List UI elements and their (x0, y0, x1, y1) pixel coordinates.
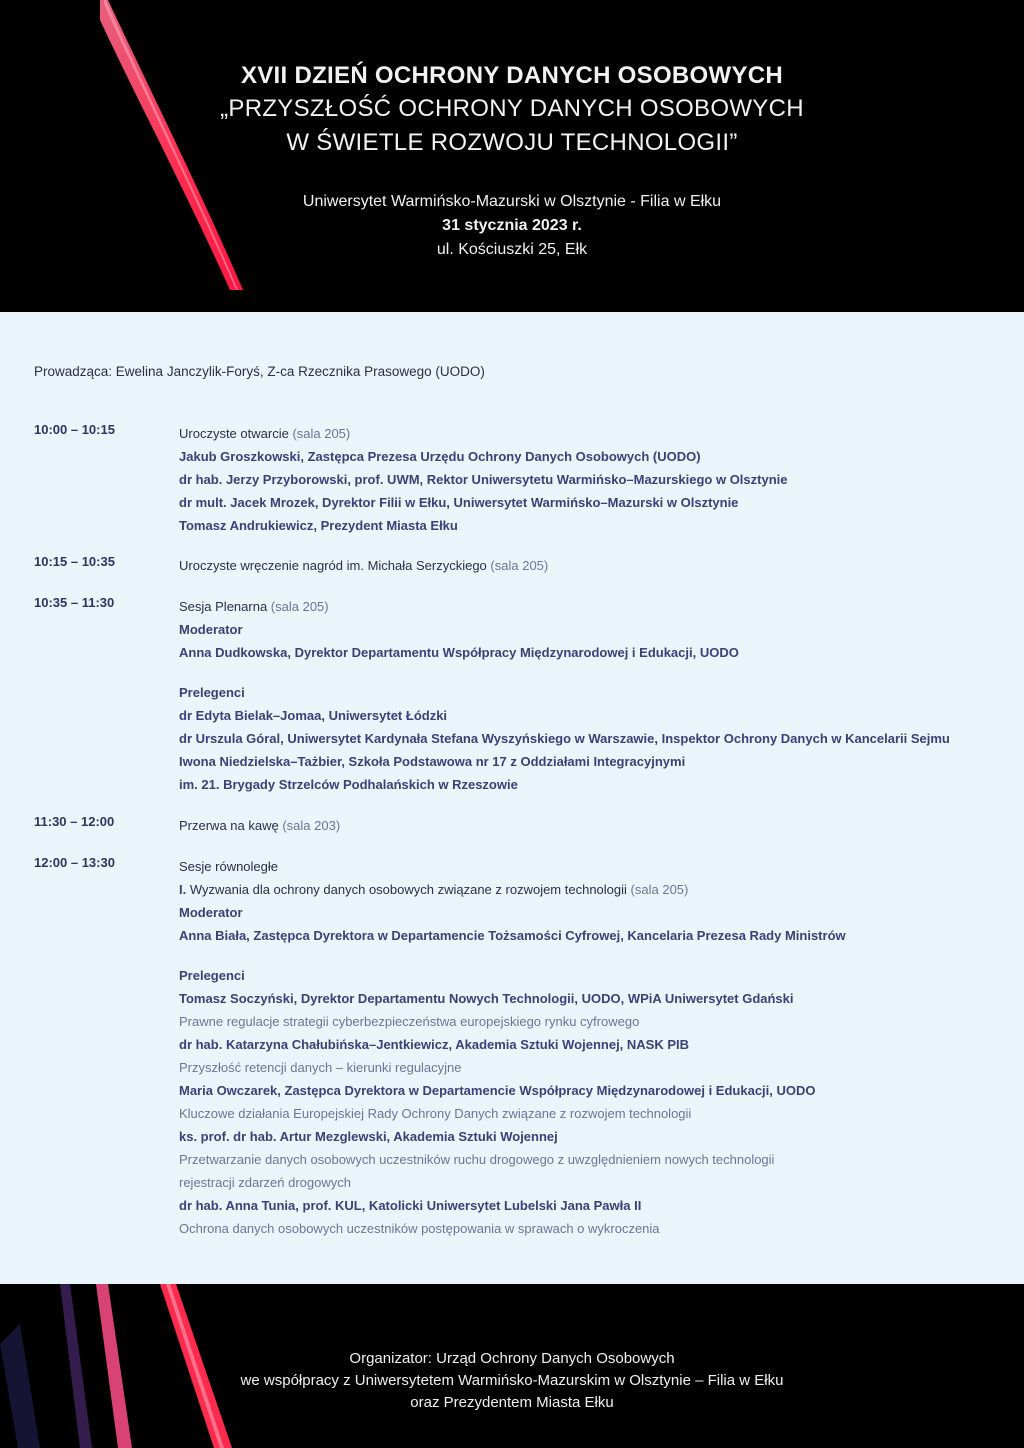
event-venue: Uniwersytet Warmińsko-Mazurski w Olsztynie - Filia w Ełku (302, 193, 722, 210)
agenda-time: 11:30 – 12:00 (34, 814, 115, 829)
event-date: 31 stycznia 2023 r. (442, 217, 582, 234)
agenda-title: Uroczyste wręczenie nagród im. Michała Serzyckiego (sala 205) (179, 558, 549, 573)
talk-topic: Prawne regulacje strategii cyberbezpieczeństwa europejskiego rynku cyfrowego (179, 1014, 640, 1029)
event-subtitle-line1: „PRZYSZŁOŚĆ OCHRONY DANYCH OSOBOWYCH (220, 95, 804, 122)
agenda-time: 10:00 – 10:15 (34, 422, 115, 437)
speakers-label: Prelegenci (179, 968, 245, 983)
footer-banner (0, 1284, 1024, 1448)
moderator-name: Anna Dudkowska, Dyrektor Departamentu Współpracy Międzynarodowej i Edukacji, UODO (179, 645, 739, 660)
header-text (0, 60, 1024, 262)
speaker-line: Iwona Niedzielska–Tażbier, Szkoła Podstawowa nr 17 z Oddziałami Integracyjnymi (179, 754, 686, 769)
agenda-content (0, 312, 1024, 1284)
agenda-title: Uroczyste otwarcie (sala 205) (179, 426, 351, 441)
speakers-label: Prelegenci (179, 685, 245, 700)
talk-topic: Ochrona danych osobowych uczestników postępowania w sprawach o wykroczenia (179, 1221, 660, 1236)
agenda-title: Przerwa na kawę (sala 203) (179, 818, 341, 833)
participant-line: Tomasz Andrukiewicz, Prezydent Miasta Ełku (179, 518, 458, 533)
talk-topic: rejestracji zdarzeń drogowych (179, 1175, 351, 1190)
speaker-line: Maria Owczarek, Zastępca Dyrektora w Departamencie Współpracy Międzynarodowej i Edukacji, UODO (179, 1083, 816, 1098)
talk-topic: Kluczowe działania Europejskiej Rady Ochrony Danych związane z rozwojem technologii (179, 1106, 692, 1121)
footer-line: Organizator: Urząd Ochrony Danych Osobowych (349, 1350, 675, 1367)
moderator-label: Moderator (179, 905, 243, 920)
speaker-line: im. 21. Brygady Strzelców Podhalańskich w Rzeszowie (179, 777, 518, 792)
speaker-line: dr Urszula Góral, Uniwersytet Kardynała Stefana Wyszyńskiego w Warszawie, Inspektor Ochrony Danych w Kancelarii Sejmu (179, 731, 950, 746)
participant-line: dr mult. Jacek Mrozek, Dyrektor Filii w Ełku, Uniwersytet Warmińsko–Mazurski w Olsztynie (179, 495, 739, 510)
footer-organizer-text (0, 1348, 1024, 1414)
footer-line: we współpracy z Uniwersytetem Warmińsko-Mazurskim w Olsztynie – Filia w Ełku (240, 1372, 784, 1389)
agenda-time: 10:15 – 10:35 (34, 554, 115, 569)
host-line: Prowadząca: Ewelina Janczylik-Foryś, Z-ca Rzecznika Prasowego (UODO) (34, 364, 485, 379)
participant-line: dr hab. Jerzy Przyborowski, prof. UWM, Rektor Uniwersytetu Warmińsko–Mazurskiego w Olsztynie (179, 472, 788, 487)
speaker-line: Tomasz Soczyński, Dyrektor Departamentu Nowych Technologii, UODO, WPiA Uniwersytet Gdański (179, 991, 794, 1006)
speaker-line: dr hab. Katarzyna Chałubińska–Jentkiewicz, Akademia Sztuki Wojennej, NASK PIB (179, 1037, 690, 1052)
agenda-title: Sesja Plenarna (sala 205) (179, 599, 329, 614)
event-title: XVII DZIEŃ OCHRONY DANYCH OSOBOWYCH (240, 62, 784, 89)
moderator-name: Anna Biała, Zastępca Dyrektora w Departamencie Tożsamości Cyfrowej, Kancelaria Prezesa Rady Ministrów (179, 928, 846, 943)
session-title: I. Wyzwania dla ochrony danych osobowych związane z rozwojem technologii (sala 205) (179, 882, 689, 897)
talk-topic: Przetwarzanie danych osobowych uczestników ruchu drogowego z uwzględnieniem nowych technologii (179, 1152, 775, 1167)
agenda-time: 10:35 – 11:30 (34, 595, 115, 610)
agenda-title: Sesje równoległe (179, 859, 279, 874)
moderator-label: Moderator (179, 622, 243, 637)
footer-line: oraz Prezydentem Miasta Ełku (410, 1394, 614, 1411)
agenda-time: 12:00 – 13:30 (34, 855, 115, 870)
event-subtitle-line2: W ŚWIETLE ROZWOJU TECHNOLOGII” (286, 129, 738, 156)
participant-line: Jakub Groszkowski, Zastępca Prezesa Urzędu Ochrony Danych Osobowych (UODO) (179, 449, 701, 464)
speaker-line: ks. prof. dr hab. Artur Mezglewski, Akademia Sztuki Wojennej (179, 1129, 558, 1144)
event-address: ul. Kościuszki 25, Ełk (436, 241, 588, 258)
event-details (0, 190, 1024, 262)
speaker-line: dr hab. Anna Tunia, prof. KUL, Katolicki Uniwersytet Lubelski Jana Pawła II (179, 1198, 642, 1213)
header-banner (0, 0, 1024, 312)
talk-topic: Przyszłość retencji danych – kierunki regulacyjne (179, 1060, 462, 1075)
speaker-line: dr Edyta Bielak–Jomaa, Uniwersytet Łódzki (179, 708, 448, 723)
